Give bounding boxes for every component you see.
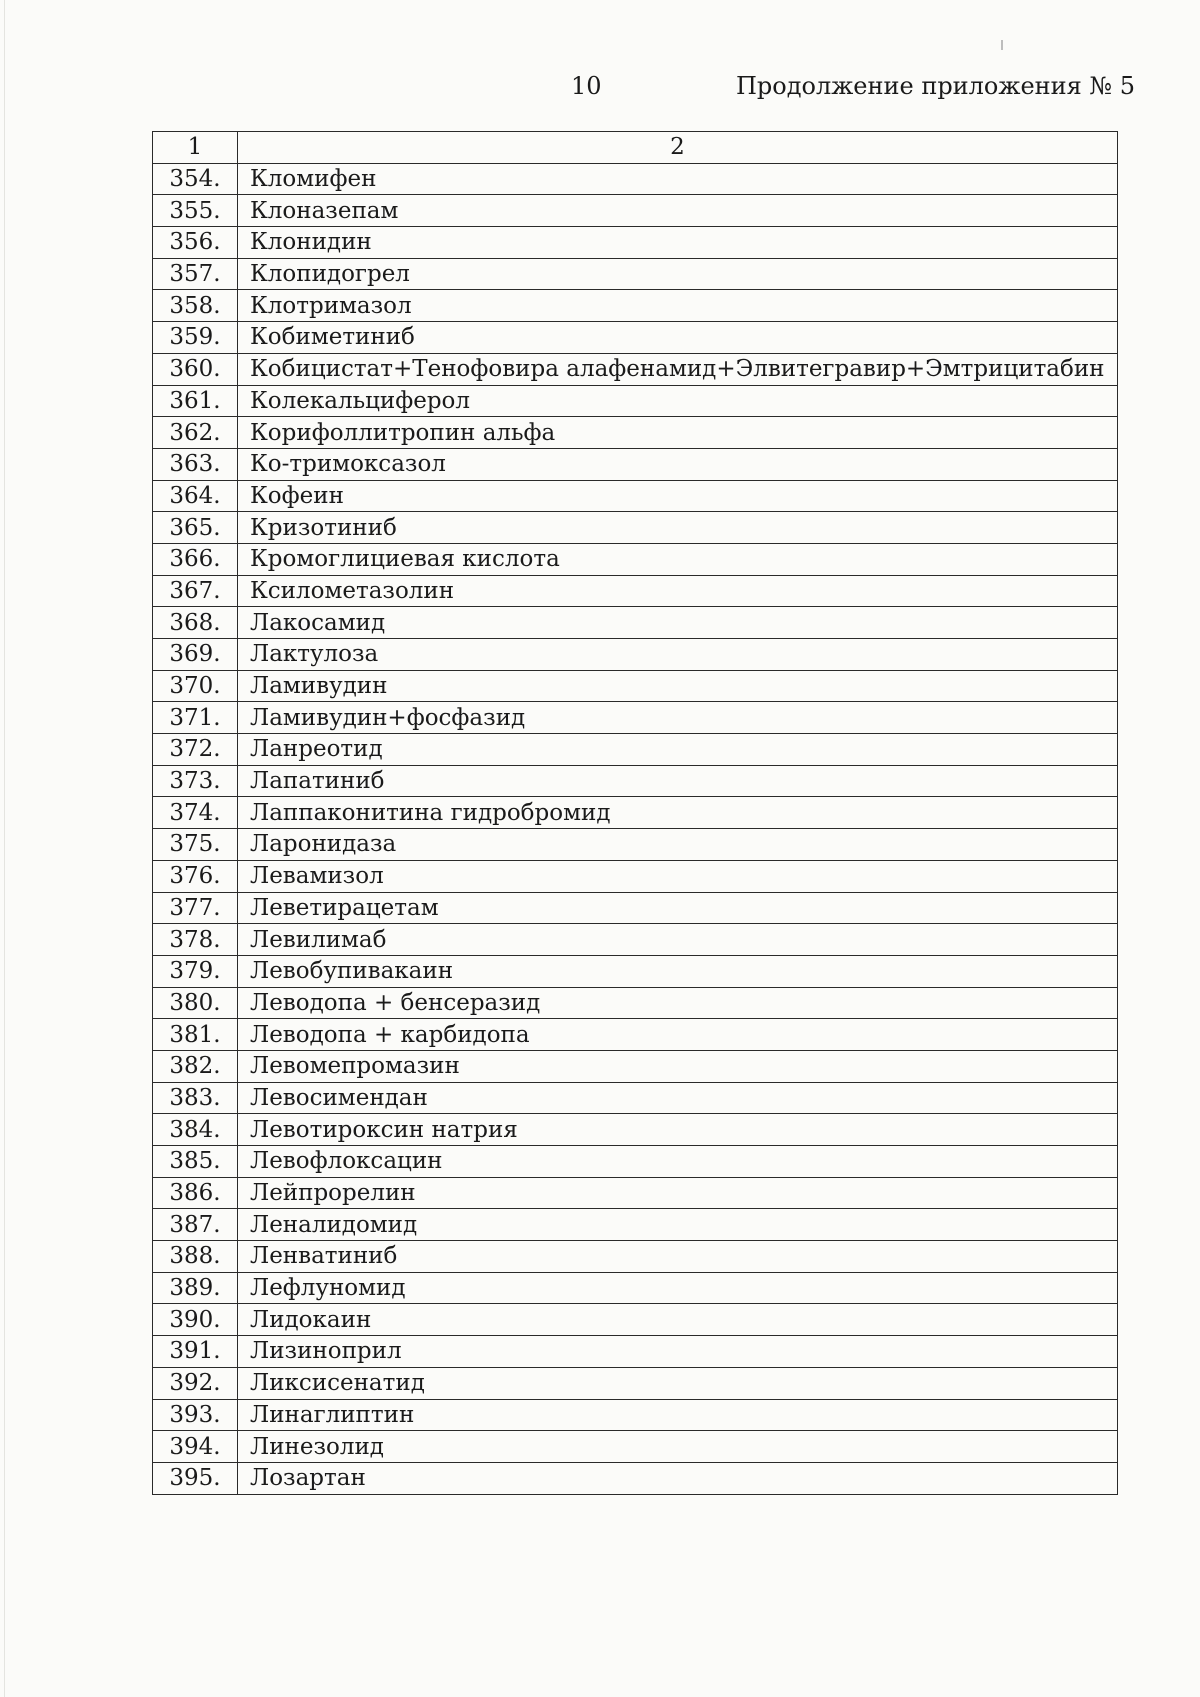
table-row [153, 163, 1118, 195]
drug-name-cell: Лактулоза [238, 639, 1118, 671]
row-number-cell: 355. [153, 195, 238, 227]
table-row [153, 892, 1118, 924]
scan-speck [1001, 40, 1003, 50]
drug-name-cell: Лидокаин [238, 1304, 1118, 1336]
drug-name-cell: Леналидомид [238, 1209, 1118, 1241]
row-number-cell: 358. [153, 290, 238, 322]
table-row [153, 607, 1118, 639]
table-row [153, 543, 1118, 575]
row-number-cell: 395. [153, 1462, 238, 1494]
drug-name-cell: Ликсисенатид [238, 1367, 1118, 1399]
row-number-cell: 382. [153, 1050, 238, 1082]
table-row [153, 353, 1118, 385]
table-row [153, 1146, 1118, 1178]
drug-name-cell: Лаппаконитина гидробромид [238, 797, 1118, 829]
drug-name-cell: Ланреотид [238, 734, 1118, 766]
row-number-cell: 363. [153, 448, 238, 480]
row-number-cell: 388. [153, 1241, 238, 1273]
row-number-cell: 387. [153, 1209, 238, 1241]
drug-name-cell: Ларонидаза [238, 829, 1118, 861]
drug-name-cell: Левобупивакаин [238, 955, 1118, 987]
drug-name-cell: Левомепромазин [238, 1050, 1118, 1082]
drug-name-cell: Колекальциферол [238, 385, 1118, 417]
table-row [153, 258, 1118, 290]
drug-name-cell: Кофеин [238, 480, 1118, 512]
drug-name-cell: Левофлоксацин [238, 1146, 1118, 1178]
table-row [153, 1367, 1118, 1399]
drug-name-cell: Ленватиниб [238, 1241, 1118, 1273]
drug-name-cell: Левамизол [238, 860, 1118, 892]
drug-name-cell: Ламивудин+фосфазид [238, 702, 1118, 734]
drug-name-cell: Лизиноприл [238, 1336, 1118, 1368]
table-row [153, 797, 1118, 829]
row-number-cell: 383. [153, 1082, 238, 1114]
row-number-cell: 393. [153, 1399, 238, 1431]
table-row [153, 765, 1118, 797]
row-number-cell: 370. [153, 670, 238, 702]
table-row [153, 322, 1118, 354]
table-row [153, 1114, 1118, 1146]
drug-name-cell: Леводопа + бенсеразид [238, 987, 1118, 1019]
drug-name-cell: Кризотиниб [238, 512, 1118, 544]
drug-name-cell: Лефлуномид [238, 1272, 1118, 1304]
table-row [153, 575, 1118, 607]
row-number-cell: 394. [153, 1431, 238, 1463]
table-row [153, 1177, 1118, 1209]
row-number-cell: 354. [153, 163, 238, 195]
table-row [153, 1336, 1118, 1368]
table-row [153, 1399, 1118, 1431]
row-number-cell: 360. [153, 353, 238, 385]
drug-name-cell: Кобицистат+Тенофовира алафенамид+Элвитегравир+Эмтрицитабин [238, 353, 1118, 385]
row-number-cell: 374. [153, 797, 238, 829]
row-number-cell: 384. [153, 1114, 238, 1146]
table-row [153, 1209, 1118, 1241]
row-number-cell: 386. [153, 1177, 238, 1209]
row-number-cell: 380. [153, 987, 238, 1019]
table-row [153, 955, 1118, 987]
drug-name-cell: Клотримазол [238, 290, 1118, 322]
row-number-cell: 376. [153, 860, 238, 892]
table-row [153, 1019, 1118, 1051]
drug-name-cell: Леветирацетам [238, 892, 1118, 924]
drug-name-cell: Лейпрорелин [238, 1177, 1118, 1209]
drug-name-cell: Клоназепам [238, 195, 1118, 227]
row-number-cell: 378. [153, 924, 238, 956]
table-row [153, 195, 1118, 227]
row-number-cell: 372. [153, 734, 238, 766]
drug-name-cell: Ко-тримоксазол [238, 448, 1118, 480]
drug-name-cell: Ксилометазолин [238, 575, 1118, 607]
drug-name-cell: Кломифен [238, 163, 1118, 195]
row-number-cell: 367. [153, 575, 238, 607]
row-number-cell: 381. [153, 1019, 238, 1051]
table-row [153, 1431, 1118, 1463]
drug-name-cell: Лапатиниб [238, 765, 1118, 797]
table-header-row [153, 132, 1118, 164]
table-row [153, 227, 1118, 259]
drug-name-cell: Корифоллитропин альфа [238, 417, 1118, 449]
drug-list-table [152, 131, 1118, 1495]
column-header-name: 2 [238, 132, 1118, 164]
row-number-cell: 389. [153, 1272, 238, 1304]
drug-name-cell: Лозартан [238, 1462, 1118, 1494]
table-row [153, 987, 1118, 1019]
table-row [153, 924, 1118, 956]
drug-name-cell: Леводопа + карбидопа [238, 1019, 1118, 1051]
row-number-cell: 364. [153, 480, 238, 512]
table-row [153, 448, 1118, 480]
table-row [153, 1272, 1118, 1304]
row-number-cell: 361. [153, 385, 238, 417]
table-row [153, 670, 1118, 702]
table-row [153, 860, 1118, 892]
drug-name-cell: Левотироксин натрия [238, 1114, 1118, 1146]
row-number-cell: 392. [153, 1367, 238, 1399]
table-row [153, 1050, 1118, 1082]
table-row [153, 639, 1118, 671]
table-row [153, 1462, 1118, 1494]
page-number: 10 [571, 72, 602, 100]
row-number-cell: 390. [153, 1304, 238, 1336]
drug-name-cell: Ламивудин [238, 670, 1118, 702]
table-row [153, 1304, 1118, 1336]
drug-name-cell: Левилимаб [238, 924, 1118, 956]
table-row [153, 512, 1118, 544]
appendix-continuation-label: Продолжение приложения № 5 [736, 72, 1136, 100]
table-row [153, 1082, 1118, 1114]
row-number-cell: 365. [153, 512, 238, 544]
drug-name-cell: Линезолид [238, 1431, 1118, 1463]
drug-name-cell: Клонидин [238, 227, 1118, 259]
row-number-cell: 359. [153, 322, 238, 354]
row-number-cell: 385. [153, 1146, 238, 1178]
table-row [153, 829, 1118, 861]
row-number-cell: 373. [153, 765, 238, 797]
row-number-cell: 368. [153, 607, 238, 639]
table-row [153, 417, 1118, 449]
row-number-cell: 379. [153, 955, 238, 987]
scan-edge [4, 0, 5, 1697]
row-number-cell: 362. [153, 417, 238, 449]
drug-name-cell: Кромоглициевая кислота [238, 543, 1118, 575]
row-number-cell: 375. [153, 829, 238, 861]
table-row [153, 1241, 1118, 1273]
row-number-cell: 357. [153, 258, 238, 290]
row-number-cell: 366. [153, 543, 238, 575]
row-number-cell: 391. [153, 1336, 238, 1368]
column-header-number: 1 [153, 132, 238, 164]
drug-name-cell: Кобиметиниб [238, 322, 1118, 354]
row-number-cell: 377. [153, 892, 238, 924]
table-body [153, 163, 1118, 1494]
row-number-cell: 356. [153, 227, 238, 259]
row-number-cell: 369. [153, 639, 238, 671]
table-row [153, 385, 1118, 417]
drug-name-cell: Клопидогрел [238, 258, 1118, 290]
table-row [153, 702, 1118, 734]
drug-name-cell: Лакосамид [238, 607, 1118, 639]
drug-name-cell: Левосимендан [238, 1082, 1118, 1114]
table-row [153, 734, 1118, 766]
table-row [153, 480, 1118, 512]
table-row [153, 290, 1118, 322]
row-number-cell: 371. [153, 702, 238, 734]
drug-name-cell: Линаглиптин [238, 1399, 1118, 1431]
